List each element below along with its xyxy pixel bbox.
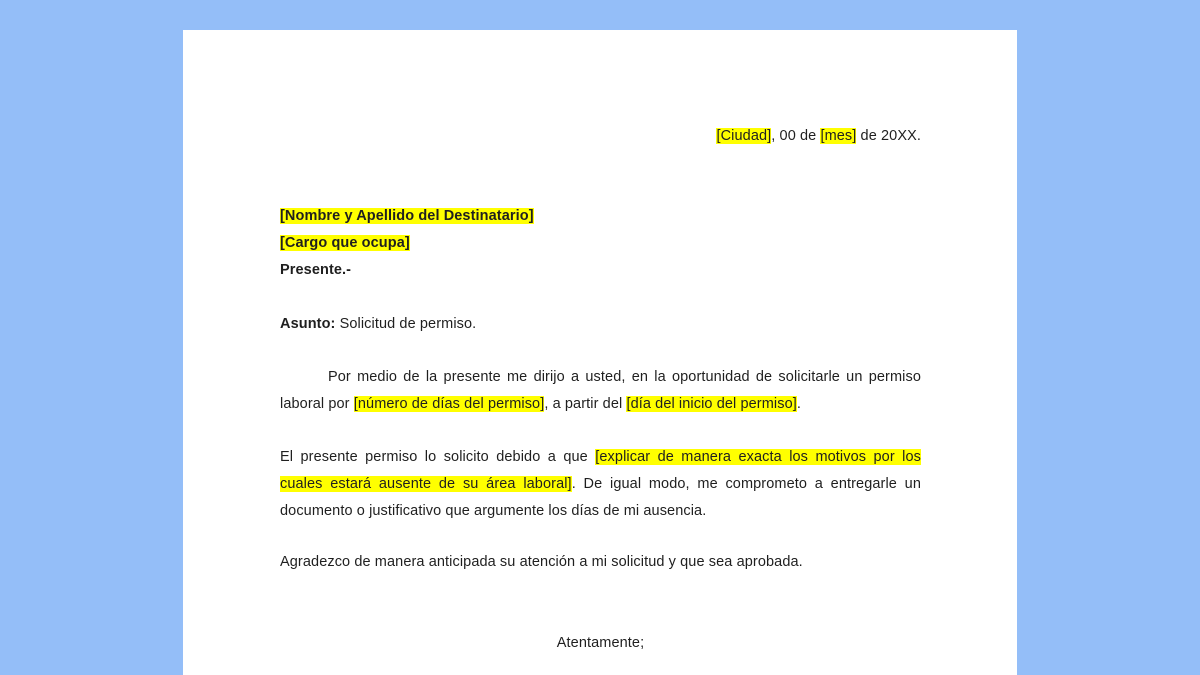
document-page [183, 30, 1017, 675]
start-day-placeholder: [día del inicio del permiso] [626, 396, 797, 412]
closing [280, 635, 921, 651]
presente-line [280, 262, 351, 278]
year-text: de 20XX. [856, 128, 921, 144]
paragraph2-line3-text: documento o justificativo que argumente los días de mi ausencia. [280, 503, 707, 519]
recipient-name: [Nombre y Apellido del Destinatario] [280, 208, 534, 224]
reasons-placeholder-part2: cuales estará ausente de su área laboral] [280, 476, 572, 492]
presente-text: Presente.- [280, 262, 352, 278]
paragraph2-line2-b: . De igual modo, me comprometo a entregarle un [571, 476, 921, 492]
month-placeholder: [mes] [820, 128, 857, 144]
paragraph1-line1-text: Por medio de la presente me dirijo a usted, en la oportunidad de solicitarle un permiso [328, 369, 921, 385]
paragraph2-line2 [280, 476, 921, 492]
subject-label: Asunto: [280, 316, 336, 332]
recipient-position: [Cargo que ocupa] [280, 235, 410, 251]
paragraph1-line2-a: laboral por [280, 396, 354, 412]
date-text: , 00 de [771, 128, 821, 144]
paragraph2-line3 [280, 503, 706, 519]
recipient-name-line [280, 208, 534, 224]
paragraph1-line2 [280, 396, 801, 412]
recipient-position-line [280, 235, 410, 251]
paragraph1-line2-c: . [796, 396, 802, 412]
subject-text: Solicitud de permiso. [335, 316, 477, 332]
paragraph2-line1-a: El presente permiso lo solicito debido a que [280, 449, 596, 465]
paragraph3 [280, 554, 803, 570]
city-placeholder: [Ciudad] [716, 128, 772, 144]
paragraph2-line1 [280, 449, 921, 465]
closing-text: Atentamente; [556, 635, 645, 651]
paragraph1-line2-b: , a partir del [544, 396, 627, 412]
paragraph1-line1 [280, 369, 921, 385]
reasons-placeholder-part1: [explicar de manera exacta los motivos por los [595, 449, 922, 465]
days-placeholder: [número de días del permiso] [353, 396, 545, 412]
subject-line [280, 316, 476, 332]
date-line [716, 128, 921, 144]
paragraph3-text: Agradezco de manera anticipada su atención a mi solicitud y que sea aprobada. [280, 554, 803, 570]
